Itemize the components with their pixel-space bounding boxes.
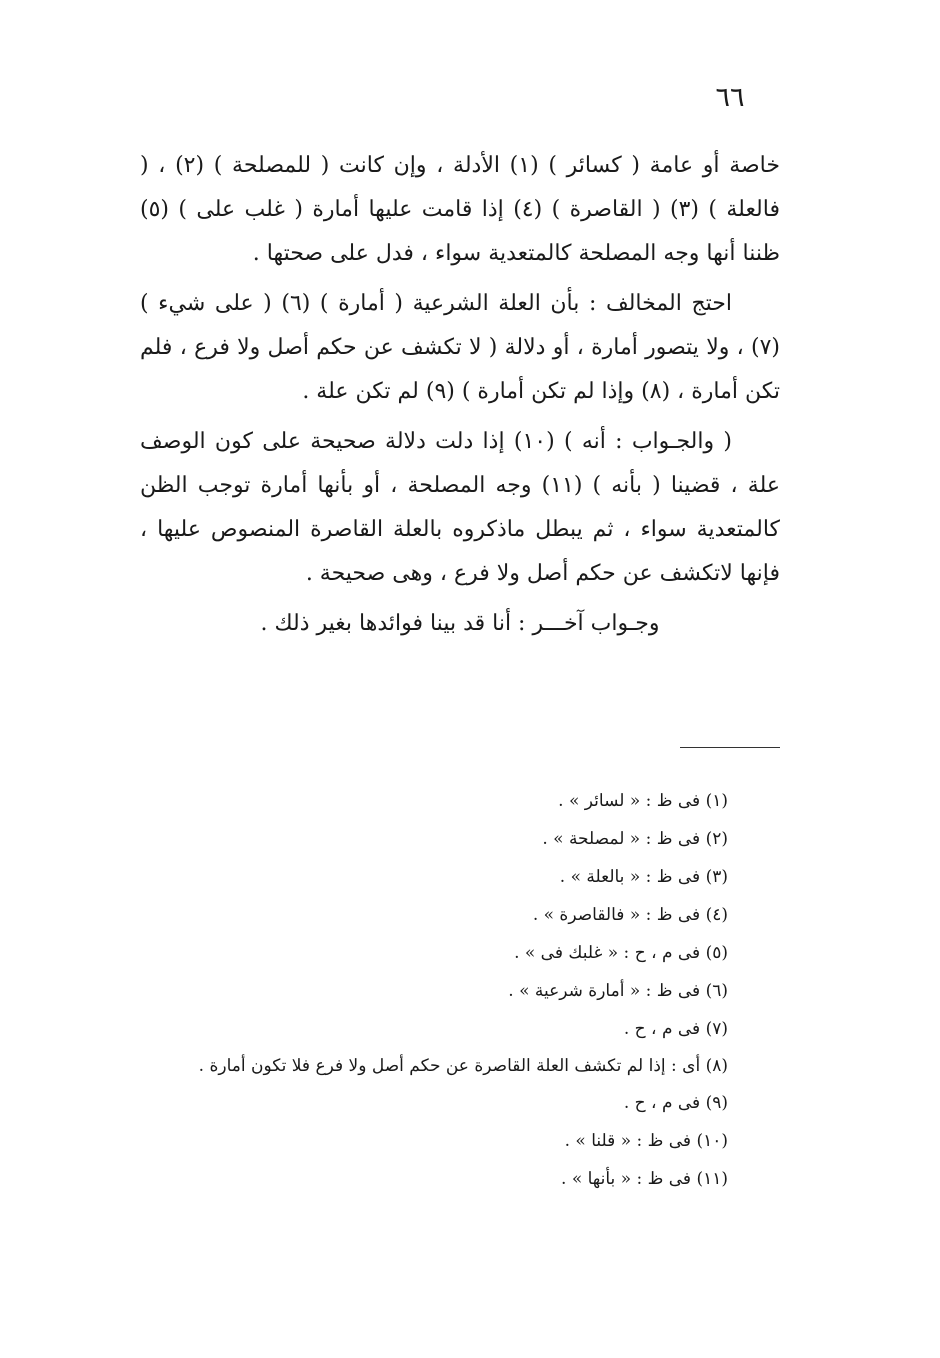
footnote-9: (٩) فى م ، ح . xyxy=(623,1093,728,1113)
paragraph-4: وجـواب آخـــر : أنا قد بينا فوائدها بغير ذلك . xyxy=(260,611,660,636)
page-number: ٦٦ xyxy=(715,82,745,113)
paragraph-3: ( والجـواب : أنه ) (١٠) إذا دلت دلالة صحيحة على كون الوصف علة ، قضينا ( بأنه ) (١١) وجه المصلحة ، أو بأنها أمارة توجب الظن كالمتعدية سواء ، ثم يبطل ماذكروه بالعلة القاصرة المنصوص عليها ، فإنها لاتكشف عن حكم أصل ولا فرع ، وهى صحيحة . xyxy=(140,429,780,586)
footnote-4: (٤) فى ظ : « فالقاصرة » . xyxy=(532,905,728,925)
footnote-8: (٨) أى : إذا لم تكشف العلة القاصرة عن حكم أصل ولا فرع فلا تكون أمارة . xyxy=(198,1056,728,1076)
main-text xyxy=(140,144,780,646)
paragraph-1: خاصة أو عامة ( كسائر ) (١) الأدلة ، وإن كانت ( للمصلحة ) (٢) ، ( فالعلة ) (٣) ( القاصرة ) (٤) إذا قامت عليها أمارة ( غلب على ) (٥) ظننا أنها وجه المصلحة كالمتعدية سواء ، فدل على صحتها . xyxy=(140,153,780,266)
footnote-6: (٦) فى ظ : « أمارة شرعية » . xyxy=(508,981,728,1001)
footnotes xyxy=(140,782,780,1198)
footnote-1: (١) فى ظ : « لسائر » . xyxy=(558,791,728,811)
footnote-11: (١١) فى ظ : « بأنها » . xyxy=(561,1169,728,1189)
footnote-2: (٢) فى ظ : « لمصلحة » . xyxy=(542,829,728,849)
footnote-3: (٣) فى ظ : « بالعلة » . xyxy=(559,867,728,887)
footnote-10: (١٠) فى ظ : « قلنا » . xyxy=(564,1131,728,1151)
paragraph-2: احتج المخالف : بأن العلة الشرعية ( أمارة ) (٦) ( على شيء ) (٧) ، ولا يتصور أمارة ، أو دلالة ( لا تكشف عن حكم أصل ولا فرع ، فلم تكن أمارة ، (٨) وإذا لم تكن أمارة ) (٩) لم تكن علة . xyxy=(140,291,780,404)
footnote-separator xyxy=(680,747,780,748)
footnote-5: (٥) فى م ، ح : « غلبك فى » . xyxy=(514,943,728,963)
footnote-7: (٧) فى م ، ح . xyxy=(623,1019,728,1039)
